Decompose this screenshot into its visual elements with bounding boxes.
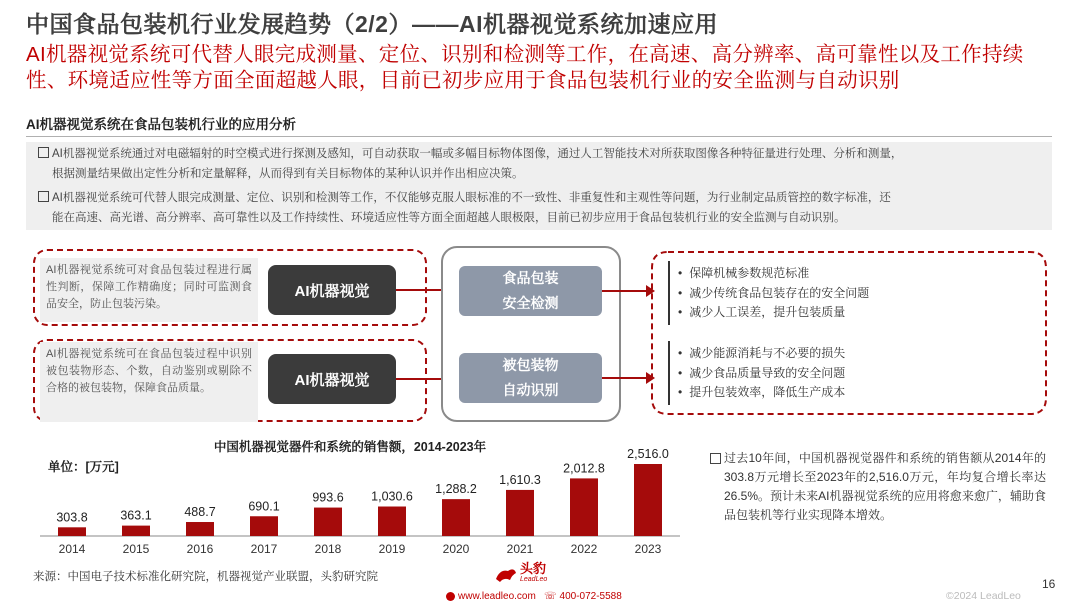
source-text: 来源：中国电子技术标准化研究院，机器视觉产业联盟，头豹研究院 [33,571,378,583]
bullet-text: AI机器视觉系统通过对电磁辐射的时空模式进行探测及感知，可自动获取一幅或多幅目标物体图像，通过人工智能技术对所获取图像各种特征量进行处理、分析和测量， [52,148,903,160]
center-box-line: 被包装物 [502,357,559,373]
page-subtitle: AI机器视觉系统可代替人眼完成测量、定位、识别和检测等工作，在高速、高分辨率、高可靠性以及工作持续性、环境适应性等方面全面超越人眼，目前已初步应用于食品包装机行业的安全监测与自动识别 [26,43,1024,92]
website-link[interactable] [446,591,536,602]
bar-value-label: 690.1 [248,499,280,514]
phone-icon: ☏ [544,591,557,602]
bar-value-label: 488.7 [184,505,216,520]
leopard-icon [494,565,518,583]
website-text: www.leadleo.com [458,591,536,602]
bullet-text: 根据测量结果做出定性分析和定量解释，从而得到有关目标物体的某种认识并作出相应决策。 [52,168,524,180]
copyright: ©2024 LeadLeo [946,590,1021,602]
bar [442,499,470,536]
note-text: 过去10年间，中国机器视觉器件和系统的销售额从2014年的303.8万元增长至2023年的2,516.0万元，年均复合增长率达26.5%。预计未来AI机器视觉系统的应用将愈来愈广，辅助食品包装机等行业实现降本增效。 [724,451,1046,522]
phone-link[interactable] [544,591,622,602]
row2-ai-vision-label: AI机器视觉 [268,354,396,404]
row2-benefits-list [678,344,845,403]
list-item: • 提升包装效率，降低生产成本 [678,383,845,403]
row1-description: AI机器视觉系统可对食品包装过程进行属性判断，保障工作精确度；同时可监测食品安全，防止包装污染。 [40,258,258,322]
chart-unit-label: 单位：[万元] [48,460,119,474]
bullet-text: 能在高速、高光谱、高分辨率、高可靠性以及工作持续性、环境适应性等方面全面超越人眼极限，目前已初步应用于食品包装机行业的安全监测与自动识别。 [52,212,846,224]
bar-value-label: 2,516.0 [627,447,669,461]
row1-ai-vision-label: AI机器视觉 [268,265,396,315]
page-number: 16 [1042,577,1056,591]
x-tick-label: 2014 [58,542,86,556]
bar [122,526,150,536]
x-tick-label: 2021 [506,542,534,556]
bar-chart [30,440,690,565]
x-tick-label: 2016 [186,542,214,556]
bar-value-label: 993.6 [312,490,344,505]
center-box-line: 食品包装 [502,270,559,286]
brand-sub: LeadLeo [520,576,548,583]
brand-logo [494,563,547,585]
center-box-line: 自动识别 [502,382,559,398]
bar [506,490,534,536]
bar [314,508,342,536]
row1-benefits-list [678,264,869,323]
bar-value-label: 363.1 [120,508,152,523]
bar [570,478,598,536]
note-block [710,449,1046,525]
center-box-line: 安全检测 [502,295,559,311]
section-heading: AI机器视觉系统在食品包装机行业的应用分析 [26,117,296,132]
x-tick-label: 2018 [314,542,342,556]
x-tick-label: 2019 [378,542,406,556]
bar-value-label: 1,288.2 [435,482,477,497]
bar [58,527,86,536]
bar [634,464,662,536]
chart-title: 中国机器视觉器件和系统的销售额，2014-2023年 [213,440,487,454]
list-item: • 减少传统食品包装存在的安全问题 [678,284,869,304]
bar-value-label: 1,030.6 [371,489,413,504]
bar [250,516,278,536]
row2-description: AI机器视觉系统可在食品包装过程中识别被包装物形态、个数，自动鉴别或剔除不合格的被包装物，保障食品质量。 [40,342,258,422]
bar-value-label: 2,012.8 [563,461,605,476]
x-tick-label: 2020 [442,542,470,556]
bar [378,507,406,536]
list-item: • 减少人工误差，提升包装质量 [678,303,869,323]
phone-text: 400-072-5588 [559,591,622,602]
globe-icon [446,592,455,601]
brand-name: 头豹 [520,561,547,576]
list-item: • 减少能源消耗与不必要的损失 [678,344,845,364]
checkbox-icon [710,453,721,464]
x-tick-label: 2023 [634,542,662,556]
page-title: 中国食品包装机行业发展趋势（2/2）——AI机器视觉系统加速应用 [26,11,718,37]
bar [186,522,214,536]
x-tick-label: 2015 [122,542,150,556]
x-tick-label: 2017 [250,542,278,556]
bar-value-label: 1,610.3 [499,472,541,487]
x-tick-label: 2022 [570,542,598,556]
bar-value-label: 303.8 [56,510,88,525]
bullet-text: AI机器视觉系统可代替人眼完成测量、定位、识别和检测等工作，不仅能够克服人眼标准的不一致性、非重复性和主观性等问题，为行业制定品质管控的数字标准，还 [52,192,891,204]
list-item: • 保障机械参数规范标准 [678,264,869,284]
list-item: • 减少食品质量导致的安全问题 [678,364,845,384]
